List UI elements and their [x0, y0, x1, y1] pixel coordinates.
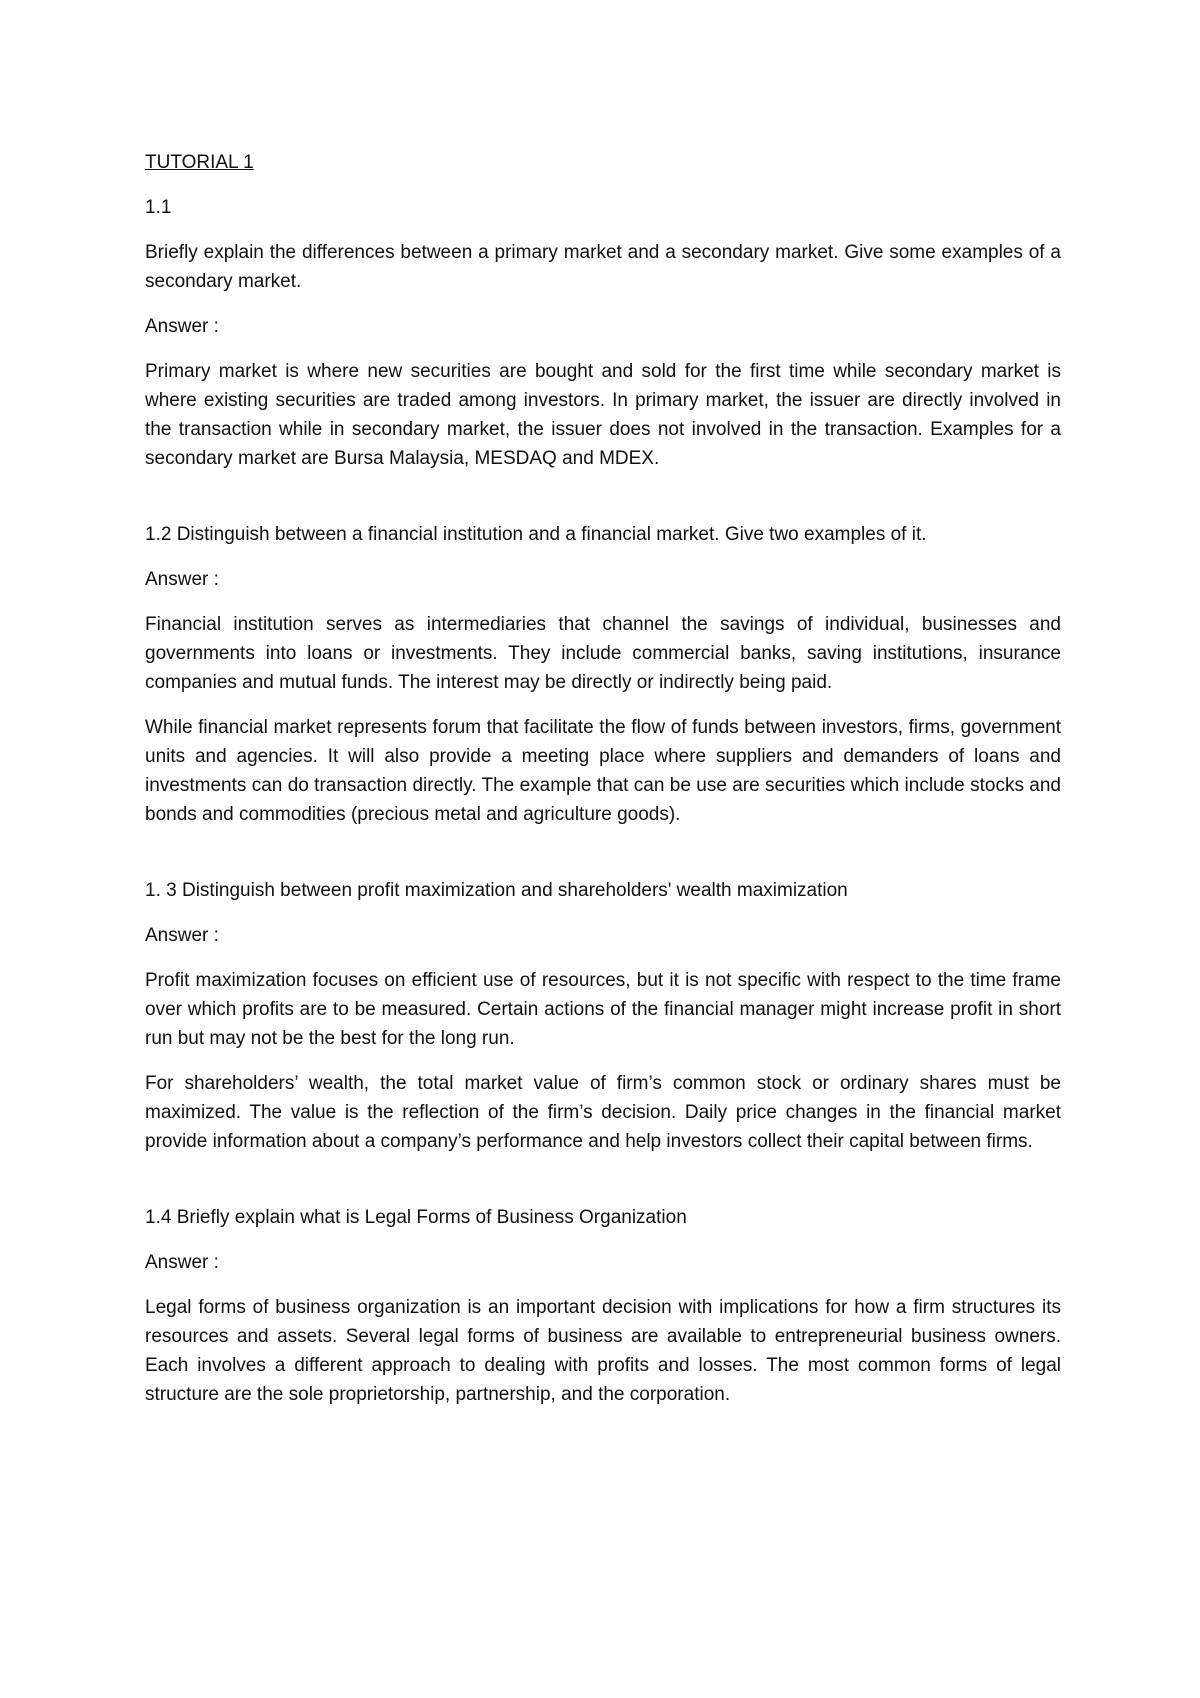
answer-paragraph: Profit maximization focuses on efficient use of resources, but it is not specific with respect to the time frame over which profits are to be measured. Certain actions of the financial manager might increase profit in short run but may not be the best for the long run. [145, 970, 1061, 1049]
answer-label: Answer : [145, 569, 219, 590]
section-spacer [145, 489, 1061, 520]
question-text: 1.4 Briefly explain what is Legal Forms of Business Organization [145, 1207, 687, 1228]
document-title: TUTORIAL 1 [145, 152, 254, 173]
answer-paragraph: Legal forms of business organization is an important decision with implications for how a firm structures its resources and assets. Several legal forms of business are available to entrepreneurial business owners. Each involves a different approach to dealing with profits and losses. The most common forms of legal structure are the sole proprietorship, partnership, and the corporation. [145, 1297, 1061, 1405]
question-text: 1. 3 Distinguish between profit maximization and shareholders' wealth maximization [145, 880, 848, 901]
section-spacer [145, 1172, 1061, 1203]
section-1-2 [145, 520, 1061, 829]
answer-paragraph: Financial institution serves as intermediaries that channel the savings of individual, businesses and governments into loans or investments. They include commercial banks, saving institutions, insurance companies and mutual funds. The interest may be directly or indirectly being paid. [145, 614, 1061, 693]
question-text: Briefly explain the differences between a primary market and a secondary market. Give some examples of a secondary market. [145, 242, 1061, 292]
section-1-1 [145, 193, 1061, 473]
answer-paragraph: Primary market is where new securities are bought and sold for the first time while secondary market is where existing securities are traded among investors. In primary market, the issuer are directly involved in the transaction while in secondary market, the issuer does not involved in the transaction. Examples for a secondary market are Bursa Malaysia, MESDAQ and MDEX. [145, 361, 1061, 469]
document-page [145, 148, 1061, 1425]
section-1-4 [145, 1203, 1061, 1409]
answer-label: Answer : [145, 316, 219, 337]
answer-paragraph: While financial market represents forum that facilitate the flow of funds between investors, firms, government units and agencies. It will also provide a meeting place where suppliers and demanders of loans and investments can do transaction directly. The example that can be use are securities which include stocks and bonds and commodities (precious metal and agriculture goods). [145, 717, 1061, 825]
section-spacer [145, 845, 1061, 876]
section-number: 1.1 [145, 197, 172, 218]
answer-label: Answer : [145, 1252, 219, 1273]
question-text: 1.2 Distinguish between a financial institution and a financial market. Give two examples of it. [145, 524, 927, 545]
section-1-3 [145, 876, 1061, 1156]
answer-paragraph: For shareholders’ wealth, the total market value of firm’s common stock or ordinary shares must be maximized. The value is the reflection of the firm’s decision. Daily price changes in the financial market provide information about a company’s performance and help investors collect their capital between firms. [145, 1073, 1061, 1152]
answer-label: Answer : [145, 925, 219, 946]
